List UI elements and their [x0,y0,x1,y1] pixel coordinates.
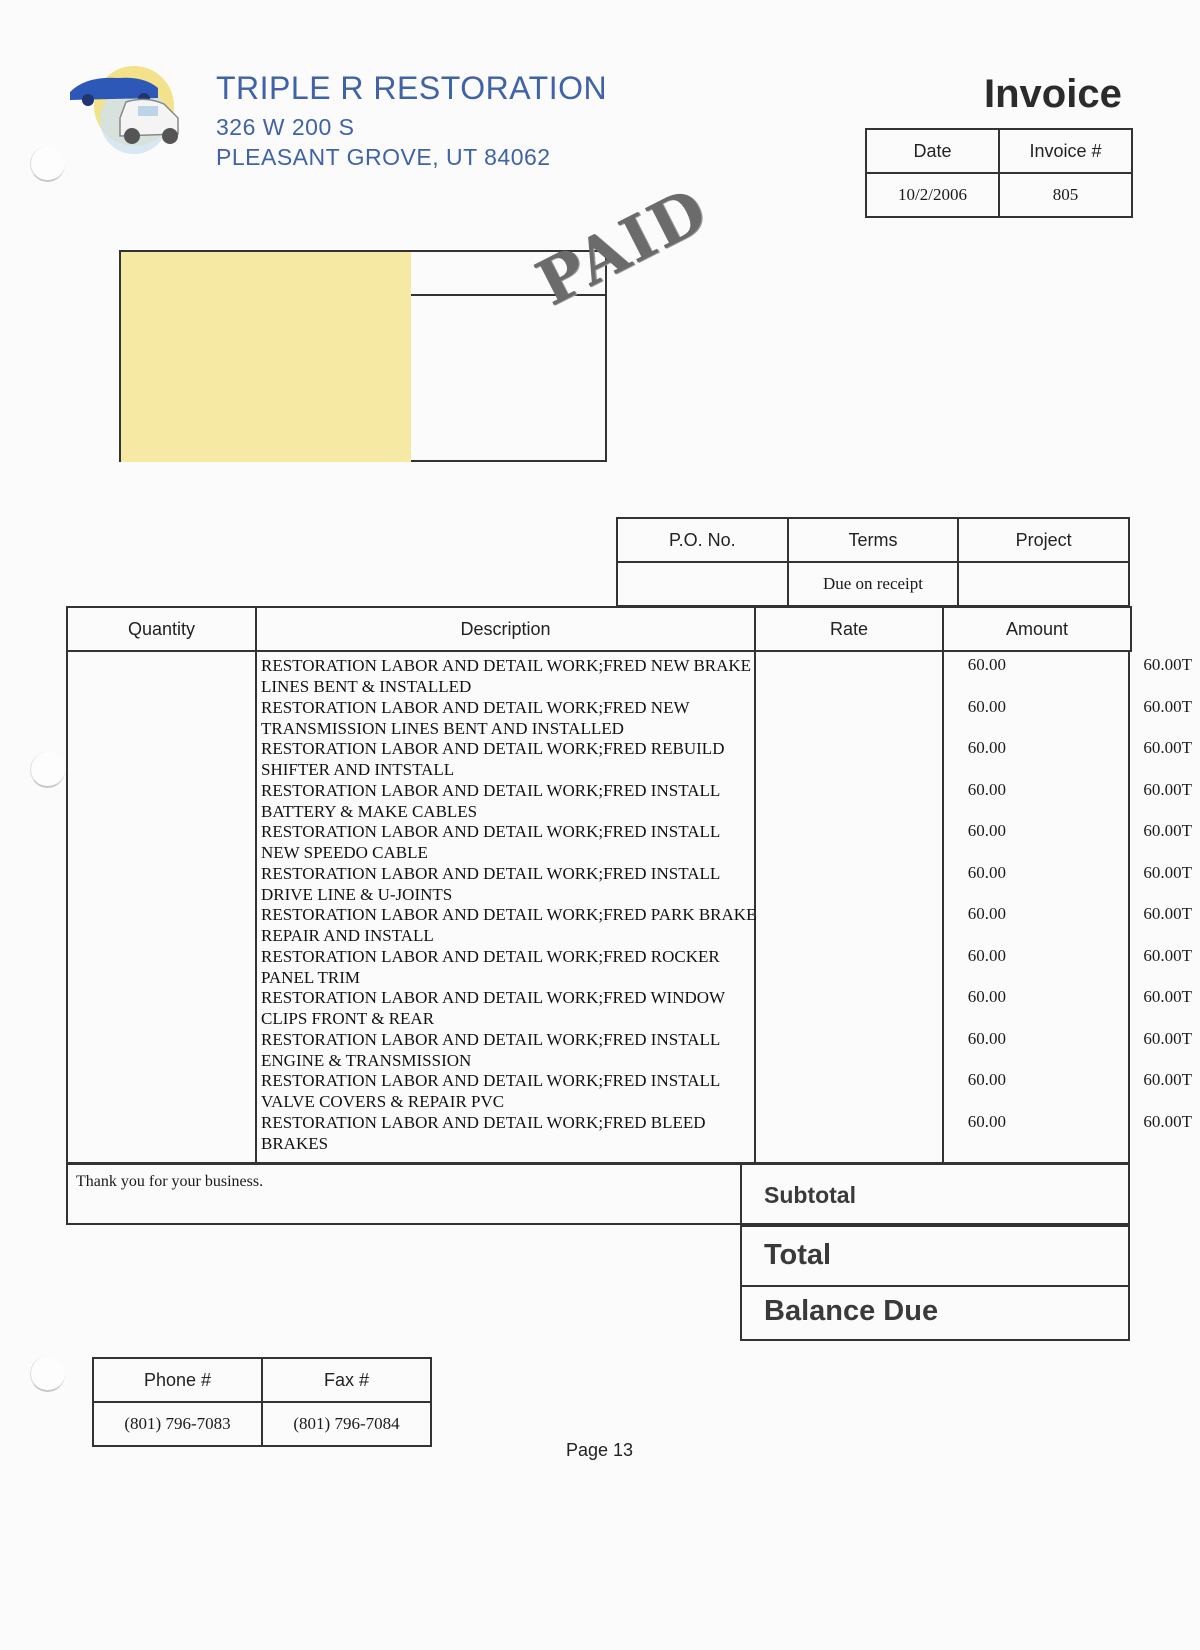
item-rate: 60.00 [967,1070,1006,1089]
invoice-date: 10/2/2006 [866,173,999,217]
table-row [68,984,1192,1028]
item-rate: 60.00 [967,821,1006,840]
item-rate: 60.00 [967,1028,1006,1048]
table-row [68,943,1192,987]
item-description: RESTORATION LABOR AND DETAIL WORK;FRED INSTALL BATTERY & MAKE CABLES [261,780,720,821]
item-amount: 60.00T [1143,738,1192,757]
items-body [66,650,1192,1164]
company-address-line1: 326 W 200 S [216,114,355,140]
item-amount: 60.00T [1143,945,1192,965]
item-amount: 60.00T [1143,655,1192,674]
subtotal-label: Subtotal [764,1182,856,1208]
item-rate: 60.00 [967,1111,1006,1131]
table-row [68,735,1192,779]
contact-table [92,1357,432,1447]
po-label: P.O. No. [617,518,788,562]
punch-hole [30,1356,65,1392]
thanks-box [66,1163,742,1225]
redaction-note [121,252,411,462]
item-amount: 60.00T [1143,779,1192,799]
table-row [68,1109,1192,1153]
project-label: Project [958,518,1129,562]
po-value [617,562,788,606]
invoice-info-table [865,128,1133,218]
item-rate: 60.00 [967,945,1006,965]
company-name: TRIPLE R RESTORATION [216,70,608,106]
invoice-number-label: Invoice # [999,129,1132,173]
fax-label: Fax # [262,1358,431,1402]
company-address-line2: PLEASANT GROVE, UT 84062 [216,144,551,170]
item-description: RESTORATION LABOR AND DETAIL WORK;FRED REBUILD SHIFTER AND INTSTALL [261,739,725,779]
project-value [958,562,1129,606]
item-rate: 60.00 [967,696,1006,716]
item-amount: 60.00T [1143,1028,1192,1048]
item-amount: 60.00T [1143,1111,1192,1131]
terms-value: Due on receipt [788,562,959,606]
phone-label: Phone # [93,1358,262,1402]
quantity-header: Quantity [67,607,256,651]
item-rate: 60.00 [967,779,1006,799]
item-description: RESTORATION LABOR AND DETAIL WORK;FRED BLEED BRAKES [261,1112,706,1153]
fax-number: (801) 796-7084 [262,1402,431,1446]
item-amount: 60.00T [1143,862,1192,882]
thanks-message: Thank you for your business. [76,1173,264,1190]
item-amount: 60.00T [1143,904,1192,923]
item-rate: 60.00 [967,655,1006,674]
table-row [68,652,1192,696]
invoice-number: 805 [999,173,1132,217]
item-rate: 60.00 [967,904,1006,923]
table-row [68,901,1192,945]
item-description: RESTORATION LABOR AND DETAIL WORK;FRED INSTALL DRIVE LINE & U-JOINTS [261,863,720,904]
item-amount: 60.00T [1143,821,1192,840]
total-box [740,1225,1130,1287]
item-description: RESTORATION LABOR AND DETAIL WORK;FRED NEW BRAKE LINES BENT & INSTALLED [261,656,752,696]
item-description: RESTORATION LABOR AND DETAIL WORK;FRED NEW TRANSMISSION LINES BENT AND INSTALLED [261,697,690,738]
total-label: Total [764,1239,832,1271]
item-rate: 60.00 [967,862,1006,882]
table-row [68,1067,1192,1111]
items-header [66,606,1132,652]
amount-header: Amount [943,607,1131,651]
item-amount: 60.00T [1143,696,1192,716]
item-description: RESTORATION LABOR AND DETAIL WORK;FRED INSTALL ENGINE & TRANSMISSION [261,1029,720,1070]
item-rate: 60.00 [967,738,1006,757]
subtotal-box [740,1163,1130,1225]
date-label: Date [866,129,999,173]
description-header: Description [256,607,755,651]
table-row [68,1026,1192,1070]
phone-number: (801) 796-7083 [93,1402,262,1446]
balance-due-label: Balance Due [764,1295,939,1327]
table-row [68,818,1192,862]
terms-label: Terms [788,518,959,562]
paid-stamp: PAID [525,172,720,321]
table-row [68,777,1192,821]
page-number: Page 13 [566,1440,634,1460]
invoice-title: Invoice [984,72,1122,116]
item-description: RESTORATION LABOR AND DETAIL WORK;FRED INSTALL VALVE COVERS & REPAIR PVC [261,1071,720,1111]
item-description: RESTORATION LABOR AND DETAIL WORK;FRED PARK BRAKE REPAIR AND INSTALL [261,905,757,945]
table-row [68,860,1192,904]
item-amount: 60.00T [1143,1070,1192,1089]
company-logo [66,62,206,157]
table-row [68,694,1192,738]
punch-hole [30,146,65,182]
item-rate: 60.00 [967,987,1006,1006]
order-info-table [616,517,1130,607]
item-description: RESTORATION LABOR AND DETAIL WORK;FRED INSTALL NEW SPEEDO CABLE [261,822,720,862]
item-description: RESTORATION LABOR AND DETAIL WORK;FRED ROCKER PANEL TRIM [261,946,720,987]
punch-hole [30,752,65,788]
rate-header: Rate [755,607,943,651]
item-amount: 60.00T [1143,987,1192,1006]
balance-due-box [740,1285,1130,1341]
item-description: RESTORATION LABOR AND DETAIL WORK;FRED WINDOW CLIPS FRONT & REAR [261,988,725,1028]
